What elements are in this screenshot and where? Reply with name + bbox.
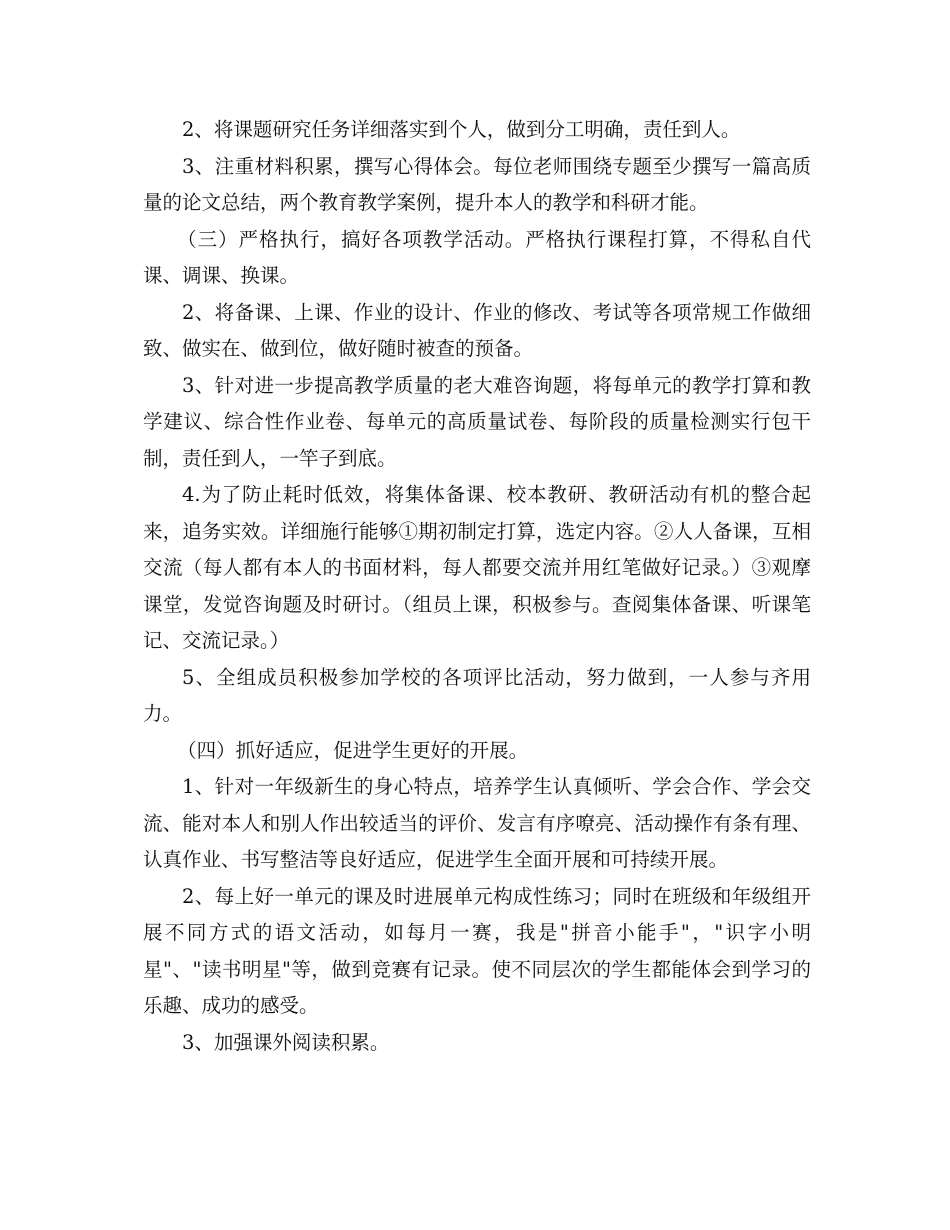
paragraph-item-3-extracurricular-reading: 3、加强课外阅读积累。 bbox=[182, 1030, 390, 1054]
document-body bbox=[143, 112, 811, 1061]
paragraph-item-2-unit-practice: 2、每上好一单元的课及时进展单元构成性练习；同时在班级和年级组开展不同方式的语文活动，如每月一赛，我是"拼音小能手"，"识字小明星"、"读书明星"等，做到竞赛有记录。使不同层次的学生都能体会到学习的乐趣、成功的感受。 bbox=[143, 884, 811, 1017]
paragraph-item-1-first-grade-habits: 1、针对一年级新生的身心特点，培养学生认真倾听、学会合作、学会交流、能对本人和别人作出较适当的评价、发言有序嘹亮、活动操作有条有理、认真作业、书写整洁等良好适应，促进学生全面开展和可持续开展。 bbox=[143, 775, 811, 871]
paragraph-item-5-evaluation-activities: 5、全组成员积极参加学校的各项评比活动，努力做到，一人参与齐用力。 bbox=[143, 665, 811, 725]
paragraph-item-4-collective-lesson-prep: 4.为了防止耗时低效，将集体备课、校本教研、教研活动有机的整合起来，追务实效。详细施行能够①期初制定打算，选定内容。②人人备课，互相交流（每人都有本人的书面材料，每人都要交流并用红笔做好记录。）③观摩课堂，发觉咨询题及时研讨。（组员上课，积极参与。查阅集体备课、听课笔记、交流记录。） bbox=[143, 483, 811, 652]
paragraph-item-2-task-assignment: 2、将课题研究任务详细落实到个人，做到分工明确，责任到人。 bbox=[182, 118, 741, 141]
paragraph-item-3-quality-problems: 3、针对进一步提高教学质量的老大难咨询题，将每单元的教学打算和教学建议、综合性作业卷、每单元的高质量试卷、每阶段的质量检测实行包干制，责任到人，一竿子到底。 bbox=[143, 373, 811, 470]
section-heading-4-habits: （四）抓好适应，促进学生更好的开展。 bbox=[177, 738, 529, 762]
section-heading-3-teaching-activities: （三）严格执行，搞好各项教学活动。严格执行课程打算，不得私自代课、调课、换课。 bbox=[143, 227, 811, 287]
paragraph-item-2-routine-work: 2、将备课、上课、作业的设计、作业的修改、考试等各项常规工作做细致、做实在、做到位，做好随时被查的预备。 bbox=[143, 300, 811, 360]
paragraph-item-3-material-accumulation: 3、注重材料积累，撰写心得体会。每位老师围绕专题至少撰写一篇高质量的论文总结，两个教育教学案例，提升本人的教学和科研才能。 bbox=[143, 154, 811, 214]
